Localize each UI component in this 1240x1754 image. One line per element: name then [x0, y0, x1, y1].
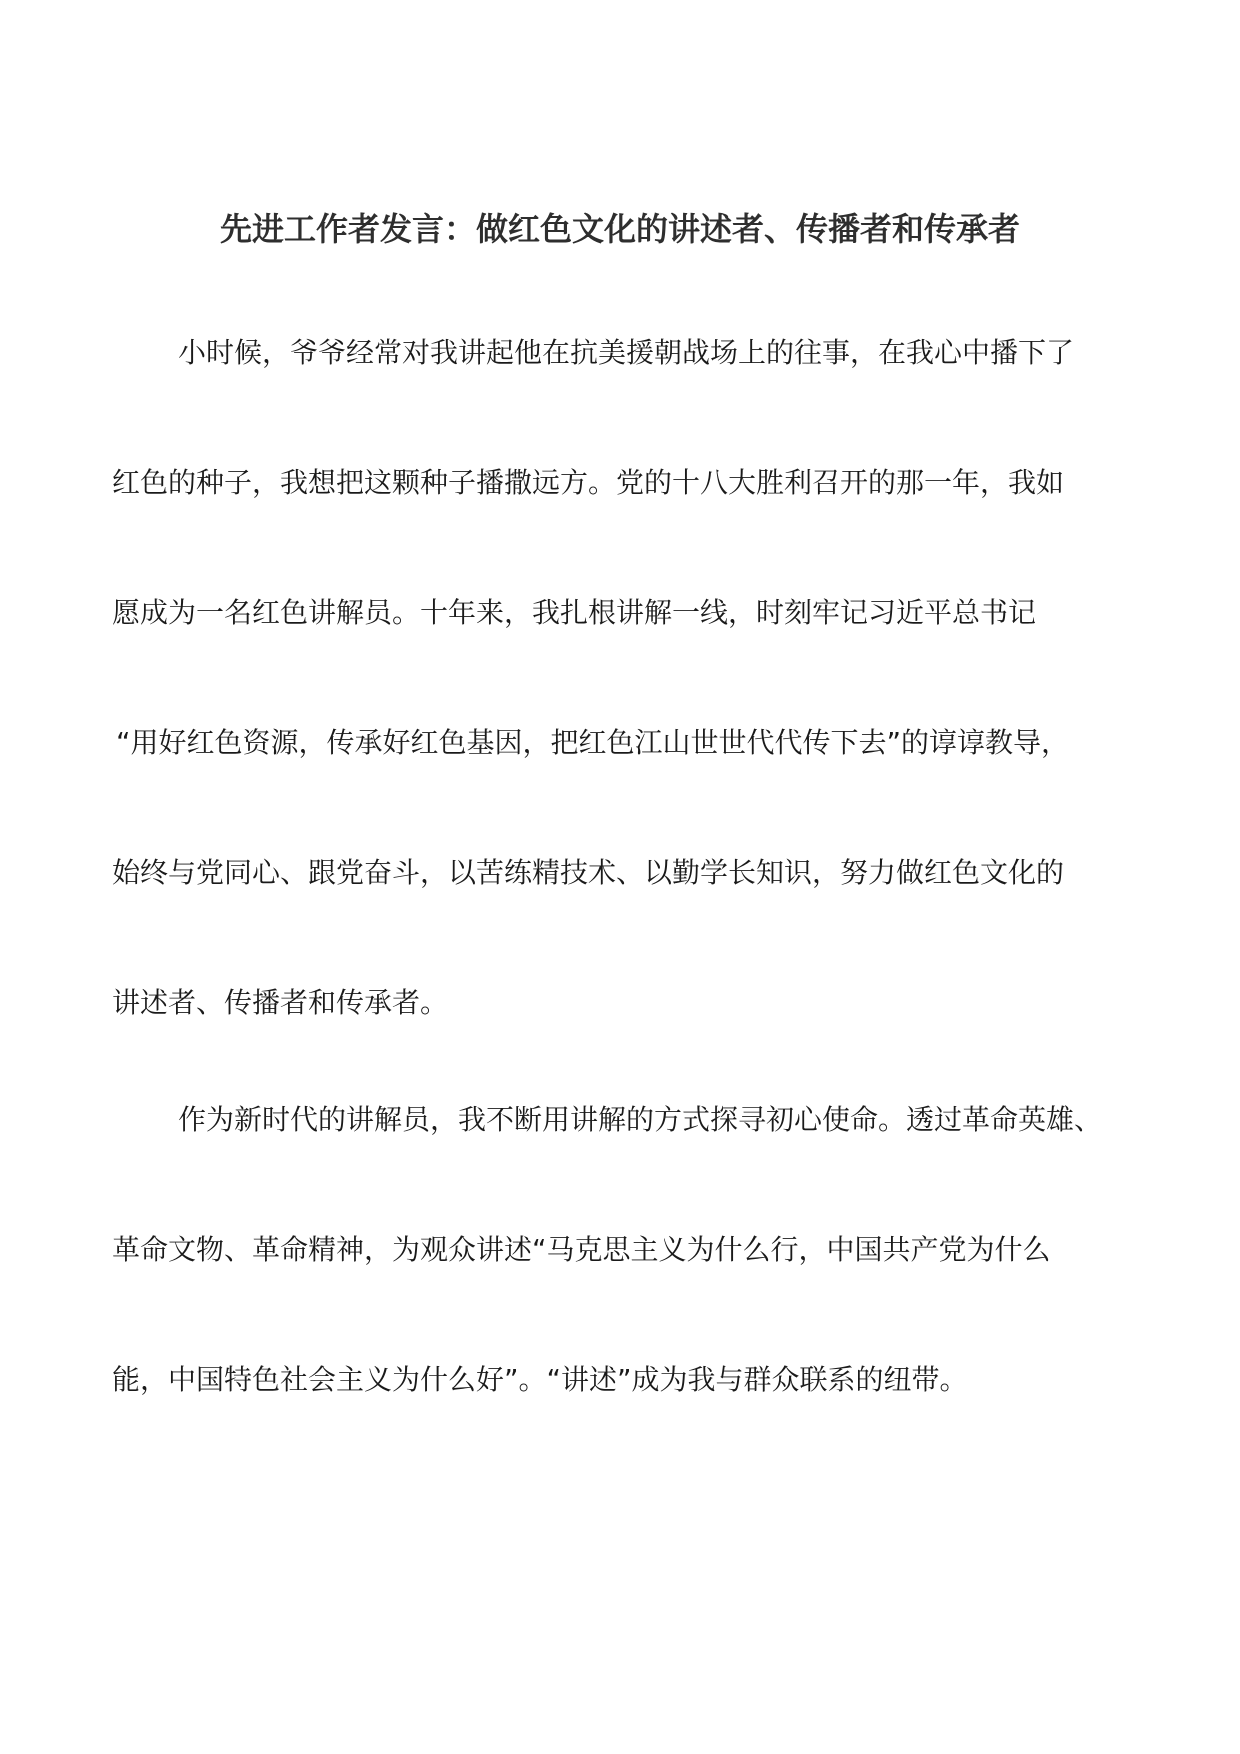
paragraph-line: “用好红色资源，传承好红色基因，把红色江山世世代代传下去”的谆谆教导，	[116, 726, 1070, 759]
paragraph-line: 讲述者、传播者和传承者。	[112, 986, 449, 1019]
paragraph-line: 红色的种子，我想把这颗种子播撒远方。党的十八大胜利召开的那一年，我如	[112, 466, 1065, 499]
paragraph-line: 作为新时代的讲解员，我不断用讲解的方式探寻初心使命。透过革命英雄、	[178, 1103, 1103, 1136]
paragraph-line: 能，中国特色社会主义为什么好”。“讲述”成为我与群众联系的纽带。	[112, 1363, 968, 1396]
document-title: 先进工作者发言：做红色文化的讲述者、传播者和传承者	[219, 210, 1020, 248]
paragraph-line: 小时候，爷爷经常对我讲起他在抗美援朝战场上的往事，在我心中播下了	[178, 336, 1075, 369]
paragraph-line: 愿成为一名红色讲解员。十年来，我扎根讲解一线，时刻牢记习近平总书记	[112, 596, 1037, 629]
paragraph-line: 始终与党同心、跟党奋斗，以苦练精技术、以勤学长知识，努力做红色文化的	[112, 856, 1065, 889]
paragraph-line: 革命文物、革命精神，为观众讲述“马克思主义为什么行，中国共产党为什么	[112, 1233, 1051, 1266]
